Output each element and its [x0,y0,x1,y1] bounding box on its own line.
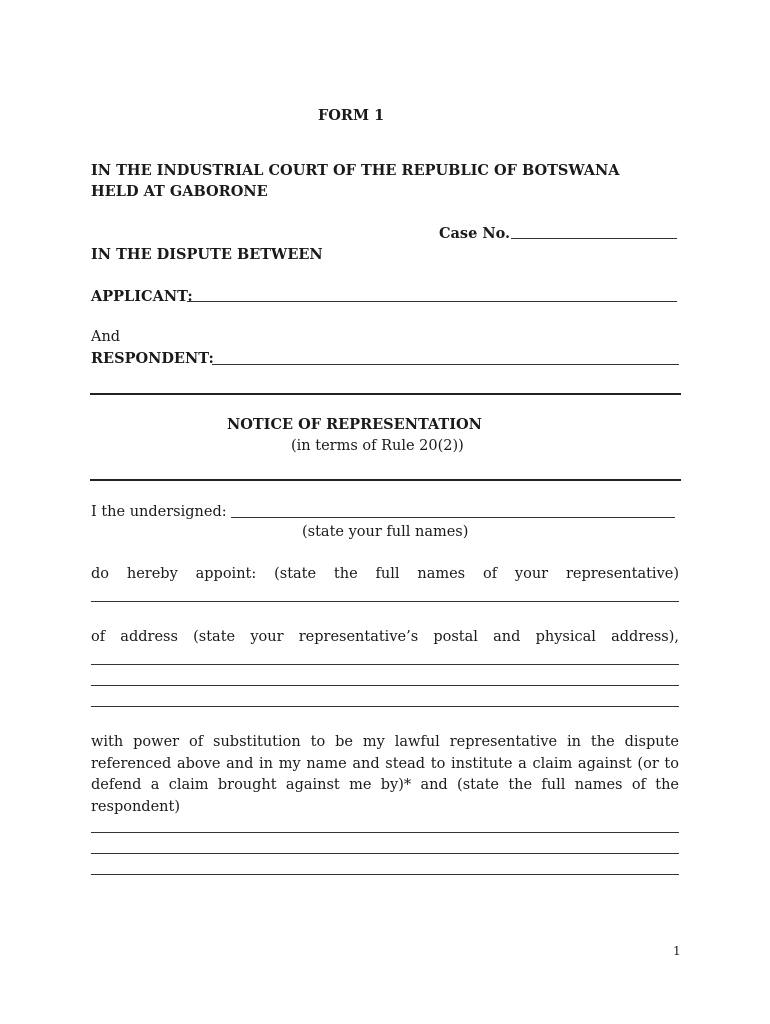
page-number: 1 [673,944,681,958]
appoint-text: do hereby appoint: (state the full names of your representative) [91,566,679,582]
undersigned-label: I the undersigned: [91,504,227,520]
form-title: FORM 1 [318,107,385,124]
case-no-field[interactable] [511,238,677,239]
address-field-3[interactable] [91,706,679,707]
address-text: of address (state your representative’s postal and physical address), [91,629,679,645]
undersigned-field[interactable] [231,517,675,518]
section-divider-bottom [90,479,681,481]
address-field-1[interactable] [91,664,679,665]
notice-subtitle: (in terms of Rule 20(2)) [291,438,464,454]
applicant-label: APPLICANT: [91,288,193,305]
respondent-label: RESPONDENT: [91,350,214,367]
notice-title: NOTICE OF REPRESENTATION [227,416,482,433]
court-name-line2: HELD AT GABORONE [91,183,268,200]
undersigned-hint: (state your full names) [302,524,469,540]
respondent-names-field-2[interactable] [91,853,679,854]
address-field-2[interactable] [91,685,679,686]
applicant-field[interactable] [187,301,677,302]
court-name-line1: IN THE INDUSTRIAL COURT OF THE REPUBLIC OF BOTSWANA [91,162,620,179]
representative-name-field[interactable] [91,601,679,602]
respondent-field[interactable] [212,364,679,365]
respondent-names-field-3[interactable] [91,874,679,875]
case-no-label: Case No. [439,225,511,242]
section-divider-top [90,393,681,395]
substitution-paragraph: with power of substitution to be my lawful representative in the dispute referenced above and in my name and stead to institute a claim against (or to defend a claim brought against me by)* and (state the full names of the respondent) [91,734,679,815]
dispute-heading: IN THE DISPUTE BETWEEN [91,246,323,263]
and-label: And [91,329,121,345]
respondent-names-field-1[interactable] [91,832,679,833]
